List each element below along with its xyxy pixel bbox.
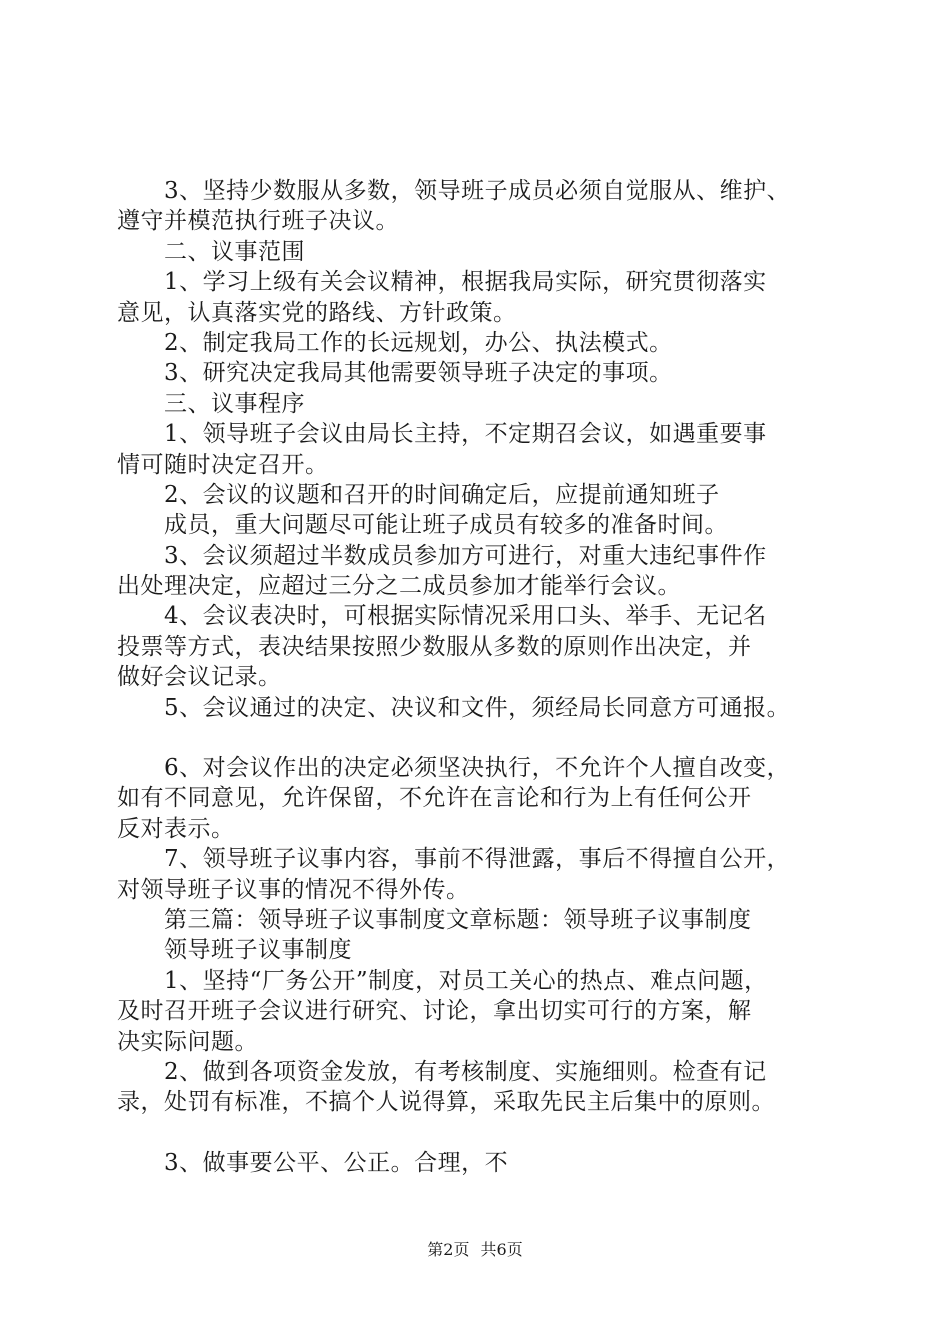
paragraph-gap xyxy=(117,1118,847,1148)
paragraph-line: 1、领导班子会议由局长主持，不定期召会议，如遇重要事 xyxy=(164,421,767,448)
chapter-subtitle: 领导班子议事制度 xyxy=(164,937,352,964)
paragraph-line: 4、会议表决时，可根据实际情况采用口头、举手、无记名 xyxy=(164,603,767,630)
paragraph-line: 决实际问题。 xyxy=(117,1028,258,1055)
paragraph-line: 遵守并模范执行班子决议。 xyxy=(117,208,399,235)
document-body xyxy=(117,176,847,1178)
paragraph-line: 反对表示。 xyxy=(117,815,235,842)
paragraph-line: 5、会议通过的决定、决议和文件，须经局长同意方可通报。 xyxy=(164,694,791,721)
page-footer xyxy=(0,1240,950,1260)
page-total: 共6页 xyxy=(480,1240,523,1259)
paragraph-line: 意见，认真落实党的路线、方针政策。 xyxy=(117,299,517,326)
paragraph-line: 成员，重大问题尽可能让班子成员有较多的准备时间。 xyxy=(164,512,728,539)
paragraph-line: 对领导班子议事的情况不得外传。 xyxy=(117,876,470,903)
paragraph-line: 2、制定我局工作的长远规划，办公、执法模式。 xyxy=(164,329,673,356)
chapter-title: 第三篇：领导班子议事制度文章标题：领导班子议事制度 xyxy=(164,906,752,933)
paragraph-gap xyxy=(117,723,847,753)
paragraph-line: 做好会议记录。 xyxy=(117,664,282,691)
paragraph-line: 投票等方式，表决结果按照少数服从多数的原则作出决定，并 xyxy=(117,633,752,660)
section-heading: 二、议事范围 xyxy=(164,238,305,265)
paragraph-line: 情可随时决定召开。 xyxy=(117,451,329,478)
paragraph-line: 录，处罚有标准，不搞个人说得算，采取先民主后集中的原则。 xyxy=(117,1089,775,1116)
paragraph-line: 7、领导班子议事内容，事前不得泄露，事后不得擅自公开， xyxy=(164,846,791,873)
paragraph-line: 2、会议的议题和召开的时间确定后，应提前通知班子 xyxy=(164,481,720,508)
section-heading: 三、议事程序 xyxy=(164,390,305,417)
paragraph-line: 2、做到各项资金发放，有考核制度、实施细则。检查有记 xyxy=(164,1058,767,1085)
paragraph-line: 3、做事要公平、公正。合理，不 xyxy=(164,1149,509,1176)
paragraph-line: 如有不同意见，允许保留，不允许在言论和行为上有任何公开 xyxy=(117,785,752,812)
paragraph-line: 3、坚持少数服从多数，领导班子成员必须自觉服从、维护、 xyxy=(164,178,791,204)
paragraph-line: 1、坚持“厂务公开”制度，对员工关心的热点、难点问题， xyxy=(164,967,768,994)
page-number: 第2页 xyxy=(427,1240,470,1259)
paragraph-line: 3、会议须超过半数成员参加方可进行，对重大违纪事件作 xyxy=(164,542,767,569)
paragraph-line: 及时召开班子会议进行研究、讨论，拿出切实可行的方案，解 xyxy=(117,998,752,1025)
paragraph-line: 出处理决定，应超过三分之二成员参加才能举行会议。 xyxy=(117,573,681,600)
paragraph-line: 1、学习上级有关会议精神，根据我局实际，研究贯彻落实 xyxy=(164,269,767,296)
paragraph-line: 6、对会议作出的决定必须坚决执行，不允许个人擅自改变， xyxy=(164,755,791,782)
paragraph-line: 3、研究决定我局其他需要领导班子决定的事项。 xyxy=(164,360,673,387)
